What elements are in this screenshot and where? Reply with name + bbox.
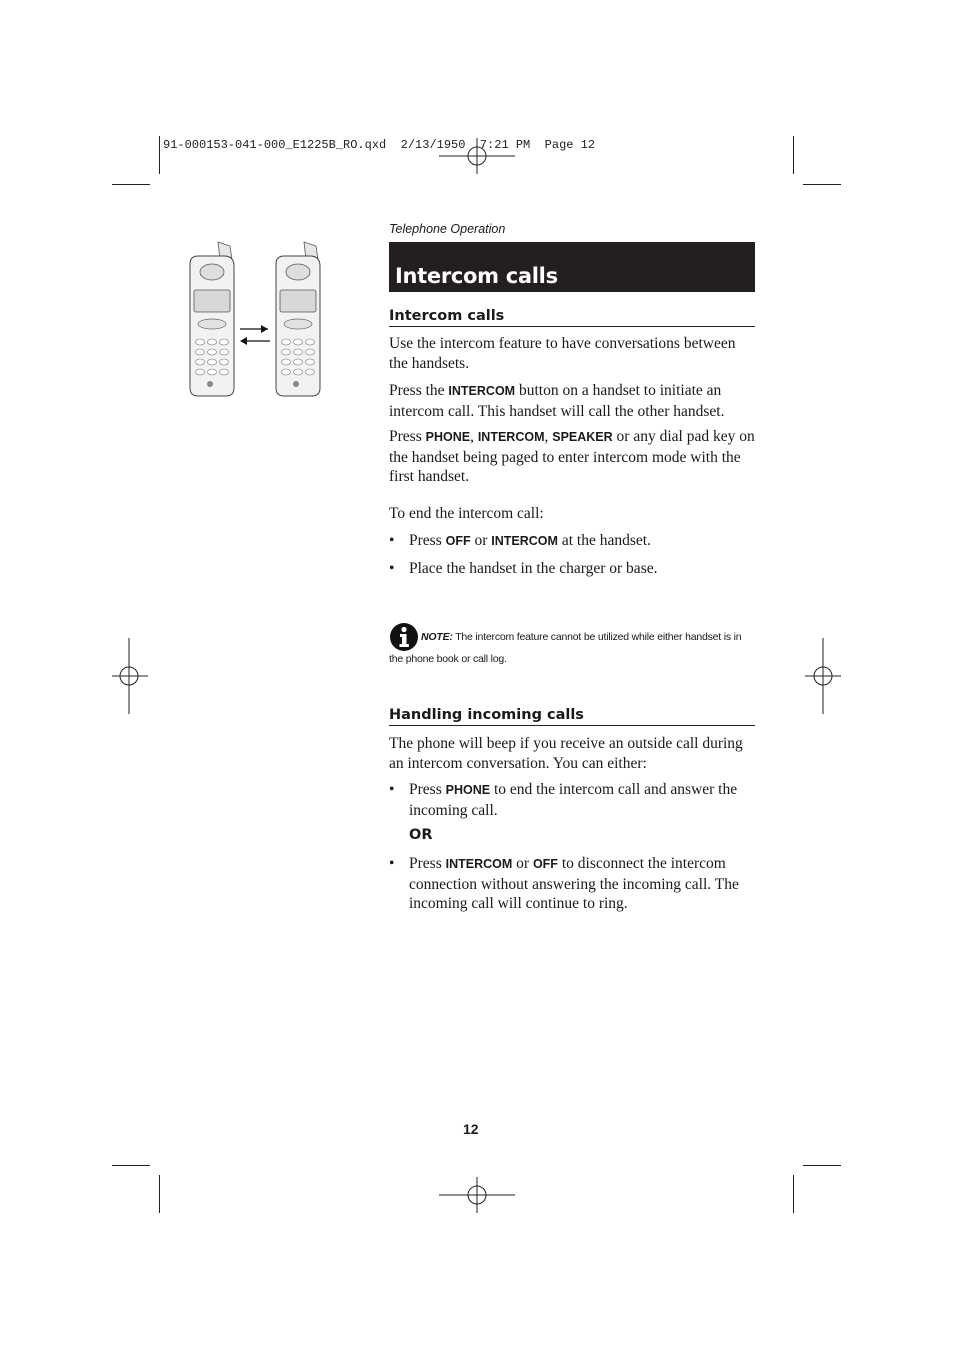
registration-mark-left xyxy=(110,636,150,716)
list-item: • Place the handset in the charger or base. xyxy=(389,560,658,577)
intercom-paragraph-3: Press PHONE, INTERCOM, SPEAKER or any dial pad key on the handset being paged to enter intercom mode with the first handset. xyxy=(389,428,755,485)
crop-mark xyxy=(803,1165,841,1166)
crop-mark xyxy=(112,184,150,185)
crop-mark xyxy=(793,1175,794,1213)
note-text: The intercom feature cannot be utilized while either handset is in the phone book or call log. xyxy=(389,631,742,665)
registration-mark-right xyxy=(803,636,843,716)
crop-mark xyxy=(159,136,160,174)
incoming-paragraph-1: The phone will beep if you receive an outside call during an intercom conversation. You can either: xyxy=(389,735,743,772)
info-icon xyxy=(389,622,419,652)
list-item: • Press PHONE to end the intercom call and answer the incoming call. xyxy=(389,781,738,819)
section-label: Telephone Operation xyxy=(389,222,506,236)
note-label: NOTE: xyxy=(421,631,453,643)
list-item: • Press INTERCOM or OFF to disconnect the intercom connection without answering the incoming call. The incoming call will continue to ring. xyxy=(389,855,739,912)
crop-mark xyxy=(803,184,841,185)
bullet: • xyxy=(389,855,395,872)
end-call-intro: To end the intercom call: xyxy=(389,505,544,522)
crop-mark xyxy=(112,1165,150,1166)
crop-mark xyxy=(793,136,794,174)
bullet: • xyxy=(389,560,395,577)
intercom-heading: Intercom calls xyxy=(389,308,755,327)
title-banner xyxy=(389,242,755,292)
page-number: 12 xyxy=(463,1121,479,1137)
registration-mark-bottom xyxy=(437,1175,517,1215)
intercom-paragraph-2: Press the INTERCOM button on a handset to initiate an intercom call. This handset will call the other handset. xyxy=(389,382,725,420)
handsets-illustration xyxy=(184,238,326,400)
intercom-paragraph-1: Use the intercom feature to have conversations between the handsets. xyxy=(389,335,736,372)
incoming-heading: Handling incoming calls xyxy=(389,707,755,726)
note-box xyxy=(389,622,755,666)
bullet: • xyxy=(389,781,395,798)
or-separator: OR xyxy=(409,827,433,843)
crop-mark xyxy=(159,1175,160,1213)
page-title: Intercom calls xyxy=(395,264,558,288)
print-slug-line: 91-000153-041-000_E1225B_RO.qxd 2/13/1950 7:21 PM Page 12 xyxy=(163,138,596,152)
list-item: • Press OFF or INTERCOM at the handset. xyxy=(389,532,651,549)
bullet: • xyxy=(389,532,395,549)
